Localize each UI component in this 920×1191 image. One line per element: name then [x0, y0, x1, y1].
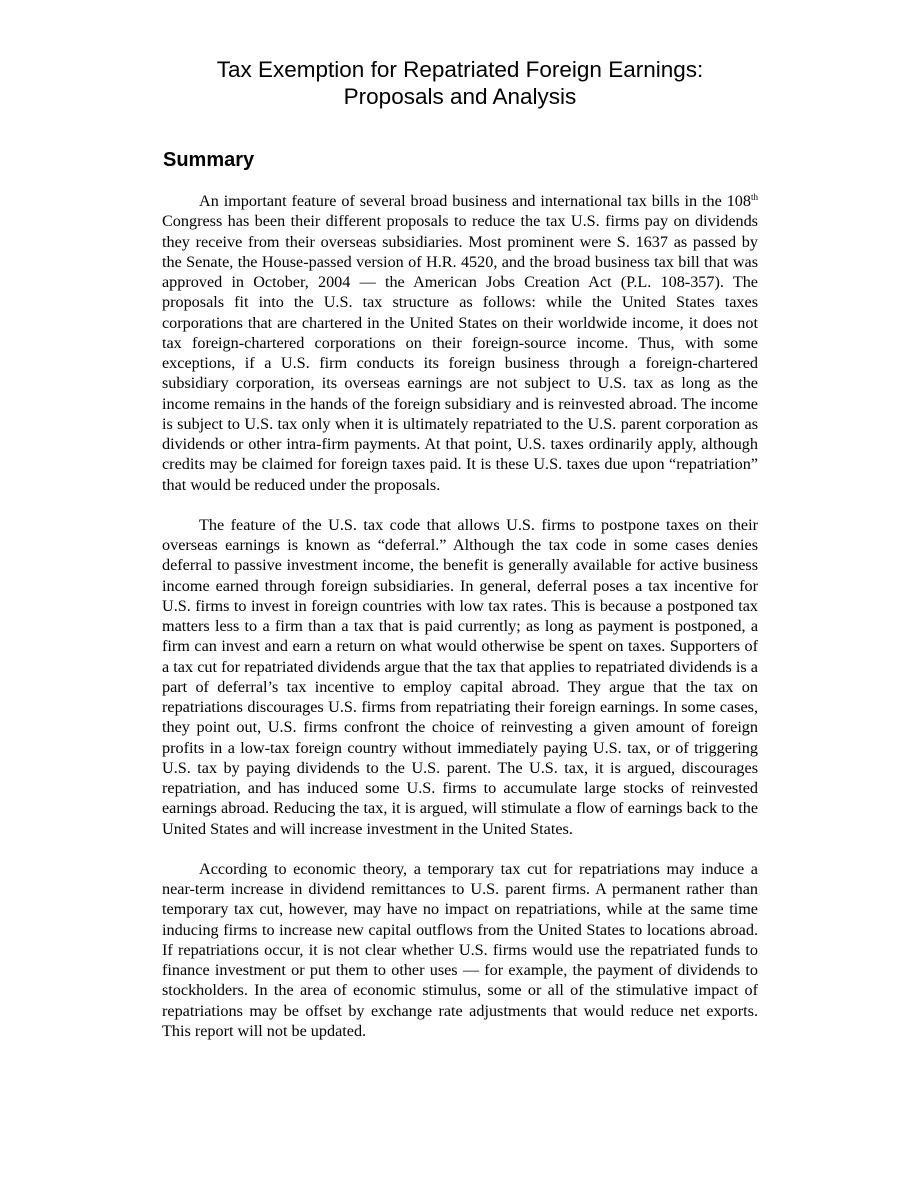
document-title-line-2: Proposals and Analysis: [343, 84, 577, 109]
summary-body: [162, 191, 758, 1061]
summary-paragraph-2: The feature of the U.S. tax code that allows U.S. firms to postpone taxes on their overseas earnings is known as “deferral.” Although the tax code in some cases denies deferral to passive investment income, the benefit is generally available for active business income earned through foreign subsidiaries. In general, deferral poses a tax incentive for U.S. firms to invest in foreign countries with low tax rates. This is because a postponed tax matters less to a firm than a tax that is paid currently; as long as payment is postponed, a firm can invest and earn a return on what would otherwise be spent on taxes. Supporters of a tax cut for repatriated dividends argue that the tax that applies to repatriated dividends is a part of deferral’s tax incentive to employ capital abroad. They argue that the tax on repatriations discourages U.S. firms from repatriating their foreign earnings. In some cases, they point out, U.S. firms confront the choice of reinvesting a given amount of foreign profits in a low-tax foreign country without immediately paying U.S. tax, or of triggering U.S. tax by paying dividends to the U.S. parent. The U.S. tax, it is argued, discourages repatriation, and has induced some U.S. firms to accumulate large stocks of reinvested earnings abroad. Reducing the tax, it is argued, will stimulate a flow of earnings back to the United States and will increase investment in the United States.: [162, 515, 758, 838]
paragraph-1-text-start: An important feature of several broad business and international tax bills in the 108: [199, 192, 751, 210]
summary-paragraph-1: [162, 191, 758, 495]
ordinal-superscript: th: [750, 192, 758, 202]
paragraph-1-text-rest: Congress has been their different proposals to reduce the tax U.S. firms pay on dividends they receive from their overseas subsidiaries. Most prominent were S. 1637 as passed by the Senate, the House-passed version of H.R. 4520, and the broad business tax bill that was approved in October, 2004 — the American Jobs Creation Act (P.L. 108-357). The proposals fit into the U.S. tax structure as follows: while the United States taxes corporations that are chartered in the United States on their worldwide income, it does not tax foreign-chartered corporations on their foreign-source income. Thus, with some exceptions, if a U.S. firm conducts its foreign business through a foreign-chartered subsidiary corporation, its overseas earnings are not subject to U.S. tax as long as the income remains in the hands of the foreign subsidiary and is reinvested abroad. The income is subject to U.S. tax only when it is ultimately repatriated to the U.S. parent corporation as dividends or other intra-firm payments. At that point, U.S. taxes ordinarily apply, although credits may be claimed for foreign taxes paid. It is these U.S. taxes due upon “repatriation” that would be reduced under the proposals.: [162, 212, 758, 494]
summary-paragraph-3: According to economic theory, a temporary tax cut for repatriations may induce a near-term increase in dividend remittances to U.S. parent firms. A permanent rather than temporary tax cut, however, may have no impact on repatriations, while at the same time inducing firms to increase new capital outflows from the United States to locations abroad. If repatriations occur, it is not clear whether U.S. firms would use the repatriated funds to finance investment or put them to other uses — for example, the payment of dividends to stockholders. In the area of economic stimulus, some or all of the stimulative impact of repatriations may be offset by exchange rate adjustments that would reduce net exports. This report will not be updated.: [162, 859, 758, 1040]
document-title-line-1: Tax Exemption for Repatriated Foreign Earnings:: [216, 57, 704, 82]
section-heading-summary: Summary: [163, 149, 255, 171]
document-title: [140, 56, 780, 110]
